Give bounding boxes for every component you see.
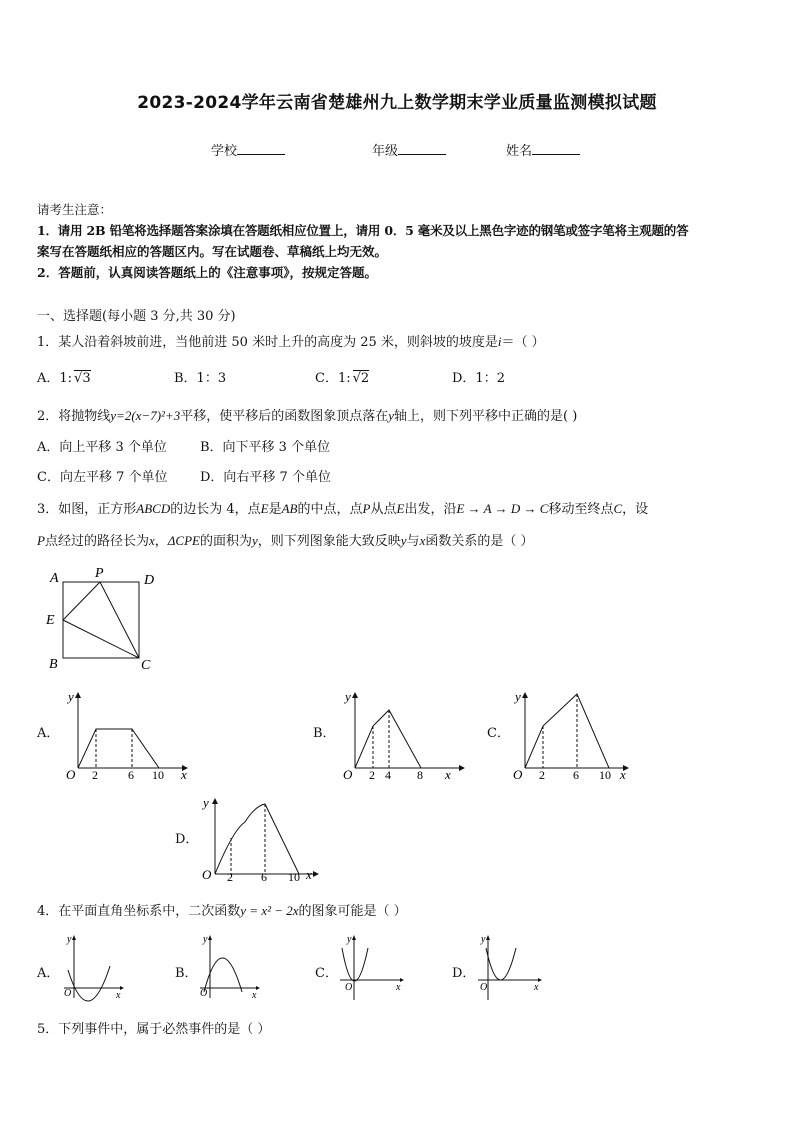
label-a: A (50, 571, 59, 586)
q1-option-c[interactable] (315, 367, 369, 386)
q3-graph-d[interactable] (199, 794, 329, 886)
q1-option-c-radicand: √2 (352, 371, 370, 386)
tick-label: 6 (128, 768, 134, 780)
q2-option-d[interactable]: D．向右平移 7 个单位 (200, 470, 331, 485)
section-heading: 一、选择题(每小题 3 分,共 30 分) (37, 309, 236, 324)
q4-option-c[interactable]: C． (315, 966, 338, 981)
q2-stem-b: 平移，使平移后的函数图象顶点落在 (180, 409, 389, 424)
q3-l2e: 与 (406, 534, 420, 549)
question-4 (37, 900, 407, 919)
tick-label: 10 (288, 870, 300, 884)
name-field[interactable] (506, 140, 580, 159)
q3-l1a: 3．如图，正方形 (37, 502, 137, 517)
q4-graph-b[interactable] (194, 930, 266, 1002)
q4-expr: y = x² − 2x (240, 903, 299, 918)
q3-l1b: 的边长为 4，点 (170, 502, 261, 517)
q3-p: P (362, 501, 371, 516)
q3-p2: P (37, 533, 45, 548)
axis-y-label: y (345, 689, 351, 704)
question-3-line-1 (37, 498, 648, 517)
label-b: B (49, 657, 58, 672)
notice-item-1b: 案写在答题纸相应的答题区内。写在试题卷、草稿纸上均无效。 (37, 244, 388, 259)
axis-x-label: x (534, 982, 539, 993)
q3-l1e: 从点 (370, 502, 397, 517)
axis-x-label: x (181, 767, 187, 780)
tick-label: 2 (227, 870, 233, 884)
tick-label: 10 (599, 768, 611, 780)
q3-ab: AB (281, 501, 298, 516)
axis-x-label: x (620, 767, 626, 780)
label-e: E (46, 613, 55, 628)
notice (37, 199, 767, 283)
q1-var: i (497, 334, 502, 349)
axis-x-label: x (306, 867, 312, 882)
q4-graph-d[interactable] (474, 930, 546, 1002)
label-c: C (141, 658, 151, 673)
tick-label: 4 (385, 768, 391, 780)
origin-label: O (343, 767, 353, 780)
q4-option-d[interactable]: D． (452, 966, 476, 981)
q4-stem-b: 的图象可能是（ ） (298, 904, 407, 919)
axis-y-label: y (203, 934, 208, 945)
q3-l1d: 的中点，点 (297, 502, 363, 517)
q1-option-c-label: C．1: (315, 371, 351, 386)
q1-option-a-radicand: √3 (74, 371, 91, 386)
origin-label: O (202, 867, 212, 882)
axis-y-label: y (481, 934, 486, 945)
segment-pc (100, 582, 139, 658)
q3-path: E → A → D → C (456, 501, 549, 516)
tick-label: 8 (417, 768, 423, 780)
q3-l2b: ， (154, 534, 168, 549)
q4-option-b[interactable]: B． (175, 966, 198, 981)
q3-l2a: 点经过的路径长为 (44, 534, 149, 549)
question-3-line-2 (37, 530, 533, 549)
grade-label: 年级 (372, 144, 399, 159)
tick-label: 10 (152, 768, 164, 780)
q3-x2: x (419, 533, 426, 548)
q3-l2f: 函数关系的是（ ） (425, 534, 534, 549)
q1-option-a-rad: 3 (82, 371, 91, 386)
q4-graph-c[interactable] (336, 930, 408, 1002)
notice-heading: 请考生注意： (37, 202, 113, 217)
square (63, 582, 139, 658)
segment-ep (63, 582, 100, 620)
q2-option-a[interactable]: A．向上平移 3 个单位 (37, 440, 167, 455)
q3-square: ABCD (136, 501, 171, 516)
name-label: 姓名 (506, 144, 533, 159)
q1-option-a-label: A．1: (37, 371, 73, 386)
tick-label: 2 (92, 768, 98, 780)
q3-e2: E (396, 501, 405, 516)
q1-option-a[interactable] (37, 367, 91, 386)
name-blank[interactable] (532, 142, 580, 155)
q2-option-c[interactable]: C．向左平移 7 个单位 (37, 470, 168, 485)
q3-y2: y (400, 533, 407, 548)
q3-l1c: 是 (268, 502, 282, 517)
q3-l1h: ，设 (622, 502, 649, 517)
q2-expr: y=2(x−7)²+3 (110, 408, 181, 423)
axis-y-label: y (68, 689, 74, 704)
q1-option-c-rad: 2 (360, 371, 370, 386)
school-field[interactable] (211, 140, 285, 159)
origin-label: O (513, 767, 523, 780)
question-1 (37, 331, 545, 350)
school-blank[interactable] (237, 142, 285, 155)
q2-stem-c: 轴上，则下列平移中正确的是( ) (394, 409, 578, 424)
q3-option-a[interactable]: A． (37, 726, 60, 741)
axis-y-label: y (67, 934, 72, 945)
notice-item-2: 2．答题前，认真阅读答题纸上的《注意事项》，按规定答题。 (37, 265, 377, 280)
q3-graph-a[interactable] (62, 688, 192, 780)
label-d: D (144, 573, 155, 588)
q3-option-b[interactable]: B． (313, 726, 336, 741)
q3-l1g: 移动至终点 (548, 502, 614, 517)
q3-l1f: 出发，沿 (404, 502, 457, 517)
q3-e: E (260, 501, 269, 516)
q4-option-a[interactable]: A． (37, 966, 60, 981)
q3-x: x (148, 533, 155, 548)
tick-label: 2 (369, 768, 375, 780)
axis-x-label: x (252, 990, 257, 1001)
axis-x-label: x (445, 767, 451, 780)
q3-c: C (613, 501, 623, 516)
axis-x-label: x (396, 982, 401, 993)
grade-blank[interactable] (398, 142, 446, 155)
school-label: 学校 (211, 144, 238, 159)
tick-label: 2 (539, 768, 545, 780)
axis-y-label: y (515, 689, 521, 704)
origin-label: O (200, 988, 208, 999)
q3-option-c[interactable]: C． (487, 726, 510, 741)
question-5: 5．下列事件中，属于必然事件的是（ ） (37, 1022, 271, 1037)
tick-label: 6 (573, 768, 579, 780)
q3-option-d[interactable]: D． (175, 832, 199, 847)
q2-option-b[interactable]: B．向下平移 3 个单位 (200, 440, 331, 455)
axis-y-label: y (347, 934, 352, 945)
q3-graph-b[interactable] (339, 688, 469, 780)
q3-y: y (251, 533, 258, 548)
q1-option-d[interactable]: D．1：2 (452, 371, 505, 386)
q1-tail: ＝（ ） (501, 335, 545, 350)
q1-option-b[interactable]: B．1：3 (174, 371, 227, 386)
origin-label: O (64, 988, 72, 999)
segment-ec (63, 620, 139, 658)
q3-graph-c[interactable] (509, 688, 639, 780)
q4-graph-a[interactable] (58, 930, 130, 1002)
axis-x-label: x (116, 990, 121, 1001)
q3-l2d: ，则下列图象能大致反映 (257, 534, 401, 549)
origin-label: O (66, 767, 76, 780)
grade-field[interactable] (372, 140, 446, 159)
tick-label: 6 (261, 870, 267, 884)
question-2 (37, 405, 577, 424)
axis-y-label: y (203, 795, 209, 810)
q2-stem-a: 2．将抛物线 (37, 409, 111, 424)
page-title: 2023-2024学年云南省楚雄州九上数学期末学业质量监测模拟试题 (137, 93, 657, 113)
q3-tri: ΔCPE (167, 533, 200, 548)
q2-var: y (388, 408, 394, 423)
label-p: P (95, 566, 104, 581)
origin-label: O (480, 982, 488, 993)
origin-label: O (345, 982, 353, 993)
q3-square-figure (40, 562, 170, 674)
q3-l2c: 的面积为 (199, 534, 252, 549)
q4-stem-a: 4．在平面直角坐标系中，二次函数 (37, 904, 241, 919)
q1-stem: 1．某人沿着斜坡前进，当他前进 50 米时上升的高度为 25 米，则斜坡的坡度是 (37, 335, 498, 350)
notice-item-1a: 1．请用 2B 铅笔将选择题答案涂填在答题纸相应位置上，请用 0．5 毫米及以上黑色字迹的钢笔或签字笔将主观题的答 (37, 223, 689, 238)
